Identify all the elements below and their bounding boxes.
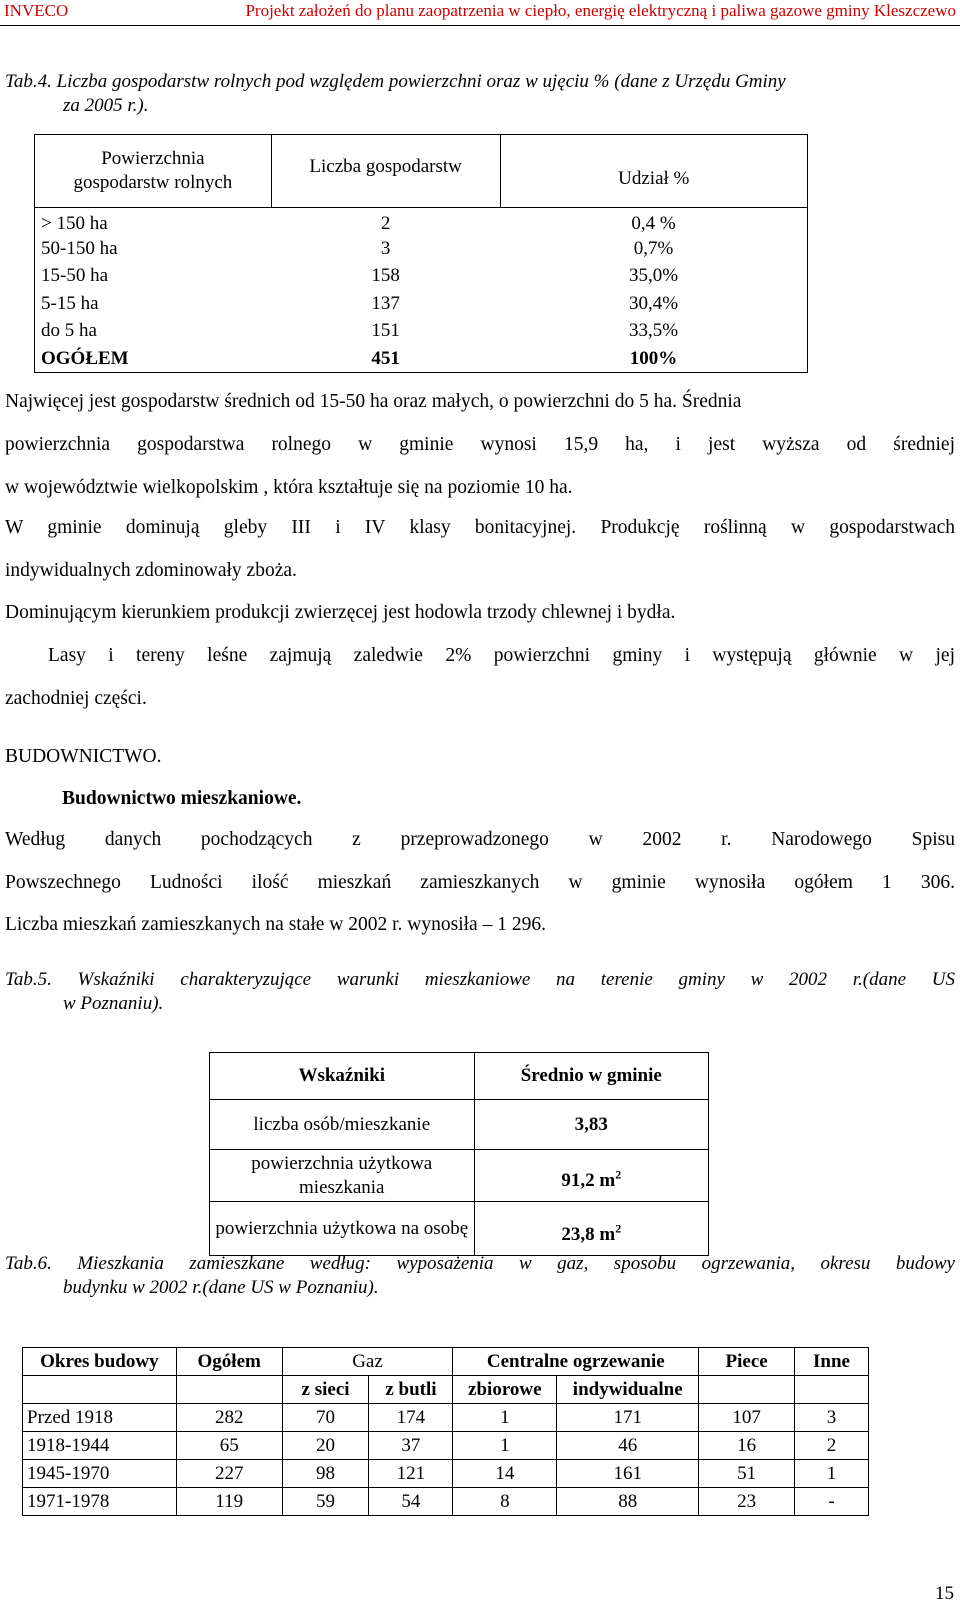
t6-cell: 8	[453, 1488, 557, 1516]
t6-cell: 14	[453, 1460, 557, 1488]
tab4-caption-line2: za 2005 r.).	[63, 95, 149, 116]
t5-value	[474, 1100, 708, 1150]
t6-empty-cell	[23, 1376, 177, 1404]
t6-cell: 1945-1970	[23, 1460, 177, 1488]
t4-cell: do 5 ha	[41, 320, 97, 342]
t4-cell: 15-50 ha	[41, 265, 109, 287]
table-row	[35, 235, 808, 263]
dwellings-table	[22, 1347, 869, 1516]
page-number: 15	[935, 1583, 954, 1604]
t6-empty-cell	[699, 1376, 795, 1404]
paragraph-line: Powszechnego Ludności ilość mieszkań zamieszkanych w gminie wynosiła ogółem 1 306.	[5, 872, 955, 893]
t6-header-gas: Gaz	[282, 1348, 453, 1376]
tab6-caption-line2: budynku w 2002 r.(dane US w Poznaniu).	[63, 1277, 379, 1298]
t5-value-sup: 2	[615, 1221, 622, 1236]
tab6-caption	[5, 1252, 955, 1300]
t6-cell: 54	[369, 1488, 453, 1516]
farm-area-table	[34, 134, 808, 373]
t6-cell: 59	[282, 1488, 369, 1516]
subsection-heading: Budownictwo mieszkaniowe.	[62, 788, 302, 809]
t6-cell: 1	[453, 1404, 557, 1432]
paragraph-line: Lasy i tereny leśne zajmują zaledwie 2% powierzchni gminy i występują głównie w jej	[48, 645, 955, 666]
t6-header-other: Inne	[795, 1348, 869, 1376]
t5-label: powierzchnia użytkowa na osobę	[210, 1202, 475, 1256]
t6-cell: 1918-1944	[23, 1432, 177, 1460]
header-org: INVECO	[4, 1, 69, 20]
housing-indicators-table	[209, 1052, 709, 1256]
t6-cell: 227	[176, 1460, 282, 1488]
t4-cell: 137	[371, 292, 400, 314]
t4-cell: 158	[371, 265, 400, 287]
paragraph-line: w województwie wielkopolskim , która kształtuje się na poziomie 10 ha.	[5, 477, 573, 498]
t4-header-area: Powierzchnia gospodarstw rolnych	[35, 135, 272, 208]
paragraph-line: powierzchnia gospodarstwa rolnego w gminie wynosi 15,9 ha, i jest wyższa od średniej	[5, 434, 955, 455]
t6-empty-cell	[176, 1376, 282, 1404]
t6-cell: 171	[557, 1404, 699, 1432]
t4-total-count: 451	[371, 347, 400, 369]
t5-value-sup: 2	[615, 1167, 622, 1182]
t6-sub-bottled: z butli	[369, 1376, 453, 1404]
tab5-caption	[5, 968, 955, 1016]
t6-cell: 70	[282, 1404, 369, 1432]
table-row	[23, 1404, 869, 1432]
t6-cell: -	[795, 1488, 869, 1516]
t6-cell: 121	[369, 1460, 453, 1488]
t4-header-share: Udział %	[500, 135, 807, 208]
t6-cell: 119	[176, 1488, 282, 1516]
t4-cell: 0,7%	[633, 237, 674, 259]
table-row	[35, 263, 808, 291]
table-row	[23, 1460, 869, 1488]
paragraph-line: Dominującym kierunkiem produkcji zwierzęcej jest hodowla trzody chlewnej i bydła.	[5, 602, 676, 623]
t6-cell: 282	[176, 1404, 282, 1432]
tab4-caption-line1: Tab.4. Liczba gospodarstw rolnych pod względem powierzchni oraz w ujęciu % (dane z Urzędu Gminy	[5, 71, 786, 92]
t6-cell: 107	[699, 1404, 795, 1432]
t6-header-stoves: Piece	[699, 1348, 795, 1376]
table-row	[35, 318, 808, 346]
table-row	[23, 1432, 869, 1460]
t4-cell: 3	[380, 237, 391, 259]
t6-empty-cell	[795, 1376, 869, 1404]
t4-total-label: OGÓŁEM	[41, 347, 129, 369]
paragraph-line: Według danych pochodzących z przeprowadzonego w 2002 r. Narodowego Spisu	[5, 829, 955, 850]
t5-value	[474, 1202, 708, 1256]
t5-label: powierzchnia użytkowa mieszkania	[210, 1150, 475, 1202]
t6-cell: 1	[795, 1460, 869, 1488]
t4-cell: 0,4 %	[631, 212, 676, 234]
t4-cell: > 150 ha	[41, 212, 108, 234]
table-row	[210, 1100, 709, 1150]
t4-cell: 30,4%	[628, 292, 679, 314]
t6-cell: 65	[176, 1432, 282, 1460]
t6-cell: 3	[795, 1404, 869, 1432]
table-row	[35, 290, 808, 318]
t6-header-total: Ogółem	[176, 1348, 282, 1376]
paragraph-line: Liczba mieszkań zamieszkanych na stałe w 2002 r. wynosiła – 1 296.	[5, 914, 546, 935]
paragraph-line: Najwięcej jest gospodarstw średnich od 15-50 ha oraz małych, o powierzchni do 5 ha. Średnia	[5, 391, 742, 412]
t5-value	[474, 1150, 708, 1202]
table-row	[210, 1150, 709, 1202]
t6-cell: 1971-1978	[23, 1488, 177, 1516]
t5-value-text: 3,83	[574, 1113, 608, 1135]
t6-cell: 16	[699, 1432, 795, 1460]
t6-cell: 174	[369, 1404, 453, 1432]
t6-cell: 1	[453, 1432, 557, 1460]
t6-cell: 51	[699, 1460, 795, 1488]
t6-cell: Przed 1918	[23, 1404, 177, 1432]
t6-cell: 46	[557, 1432, 699, 1460]
t6-cell: 88	[557, 1488, 699, 1516]
t4-total-share: 100%	[629, 347, 678, 369]
paragraph-line: zachodniej części.	[5, 688, 147, 709]
table-row	[23, 1488, 869, 1516]
t5-label: liczba osób/mieszkanie	[210, 1100, 475, 1150]
t4-cell: 2	[380, 212, 391, 234]
tab5-caption-line2: w Poznaniu).	[63, 993, 164, 1014]
t6-header-central-heating: Centralne ogrzewanie	[453, 1348, 699, 1376]
t6-cell: 2	[795, 1432, 869, 1460]
t4-header-count: Liczba gospodarstw	[271, 135, 500, 208]
t4-cell: 33,5%	[628, 320, 679, 342]
t5-header-average: Średnio w gminie	[474, 1053, 708, 1100]
t4-cell: 35,0%	[628, 265, 679, 287]
t5-value-text: 23,8 m	[561, 1223, 616, 1245]
t6-cell: 37	[369, 1432, 453, 1460]
table-total-row	[35, 345, 808, 373]
t6-cell: 98	[282, 1460, 369, 1488]
tab4-caption	[5, 70, 786, 118]
t6-cell: 23	[699, 1488, 795, 1516]
t6-sub-network: z sieci	[282, 1376, 369, 1404]
t6-sub-collective: zbiorowe	[453, 1376, 557, 1404]
t4-cell: 50-150 ha	[41, 237, 118, 259]
t4-cell: 151	[371, 320, 400, 342]
table-row	[210, 1202, 709, 1256]
t4-cell: 5-15 ha	[41, 292, 99, 314]
t6-sub-individual: indywidualne	[557, 1376, 699, 1404]
paragraph-line: W gminie dominują gleby III i IV klasy bonitacyjnej. Produkcję roślinną w gospodarstwach	[5, 517, 955, 538]
header-title: Projekt założeń do planu zaopatrzenia w ciepło, energię elektryczną i paliwa gazowe gminy Kleszczewo	[245, 1, 956, 20]
t5-value-text: 91,2 m	[561, 1169, 616, 1191]
t6-header-period: Okres budowy	[23, 1348, 177, 1376]
t6-cell: 161	[557, 1460, 699, 1488]
section-heading: BUDOWNICTWO.	[5, 746, 162, 767]
page-header	[0, 0, 960, 26]
paragraph-line: indywidualnych zdominowały zboża.	[5, 560, 297, 581]
tab6-caption-line1: Tab.6. Mieszkania zamieszkane według: wyposażenia w gaz, sposobu ogrzewania, okresu budowy	[5, 1253, 955, 1274]
t6-cell: 20	[282, 1432, 369, 1460]
tab5-caption-line1: Tab.5. Wskaźniki charakteryzujące warunki mieszkaniowe na terenie gminy w 2002 r.(dane US	[5, 969, 955, 990]
table-row	[35, 208, 808, 236]
t5-header-indicator: Wskaźniki	[210, 1053, 475, 1100]
